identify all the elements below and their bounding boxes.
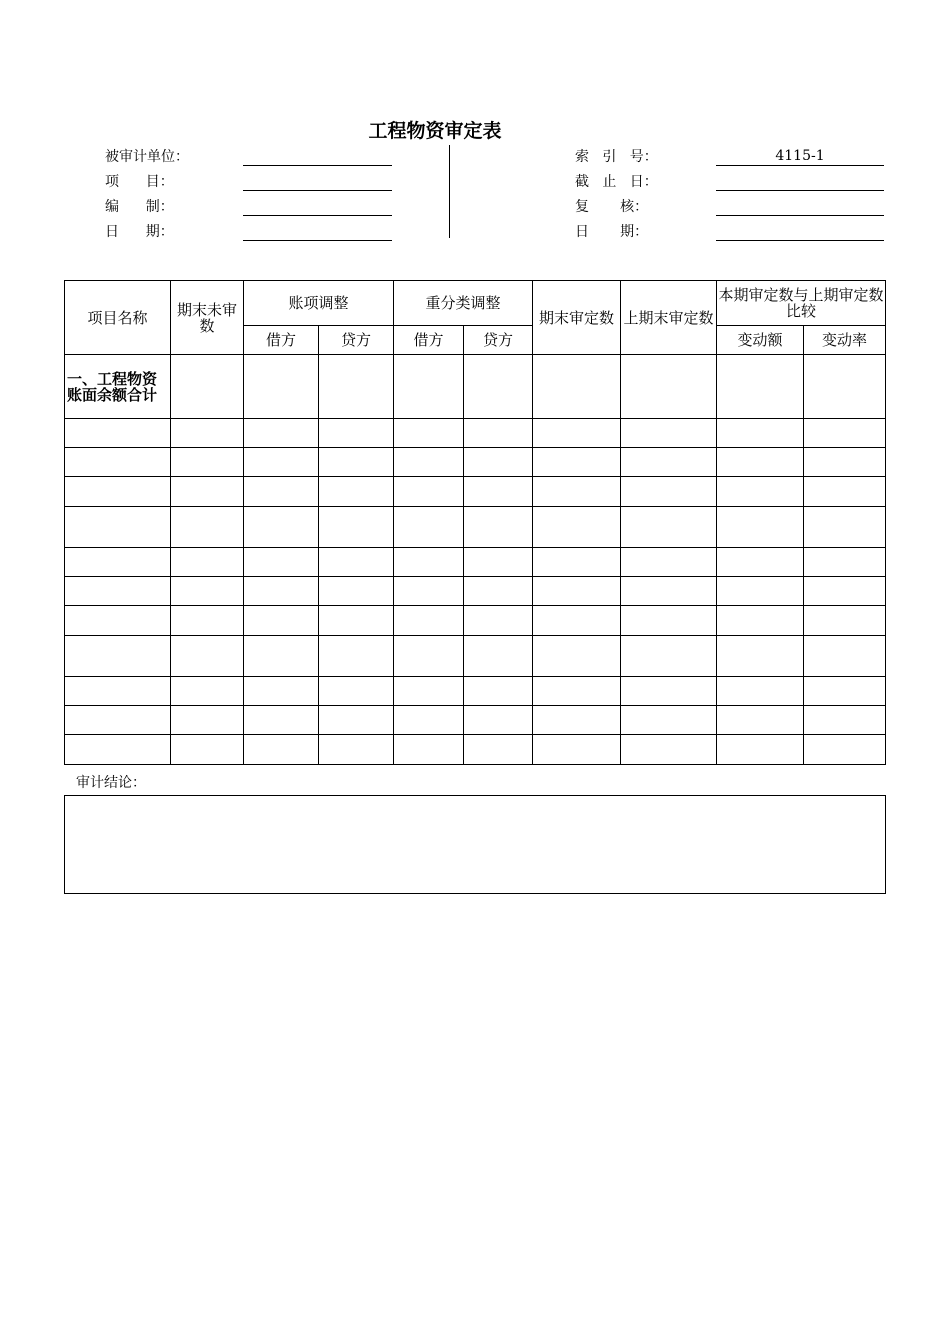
col-header-prev-audited: 上期末审定数 (621, 281, 717, 355)
table-cell[interactable] (171, 507, 244, 548)
table-cell[interactable] (464, 448, 533, 477)
table-cell[interactable] (717, 677, 804, 706)
table-cell[interactable] (533, 677, 621, 706)
table-cell[interactable] (65, 677, 171, 706)
table-cell[interactable] (65, 735, 171, 765)
table-cell[interactable] (621, 606, 717, 636)
table-cell[interactable] (464, 548, 533, 577)
audited-unit-field[interactable] (243, 147, 392, 166)
table-row (65, 355, 886, 419)
table-cell[interactable] (464, 577, 533, 606)
table-row (65, 677, 886, 706)
table-cell[interactable] (394, 548, 464, 577)
sub-header-debit: 借方 (394, 326, 464, 355)
table-cell[interactable] (65, 577, 171, 606)
table-row (65, 735, 886, 765)
table-cell[interactable] (717, 419, 804, 448)
table-cell[interactable] (533, 448, 621, 477)
table-cell[interactable] (244, 507, 319, 548)
table-cell[interactable] (171, 706, 244, 735)
table-cell[interactable] (533, 507, 621, 548)
table-cell[interactable] (621, 355, 717, 419)
table-cell[interactable] (464, 606, 533, 636)
table-cell[interactable] (804, 706, 886, 735)
table-cell[interactable] (717, 606, 804, 636)
table-cell[interactable] (804, 577, 886, 606)
table-cell[interactable] (804, 735, 886, 765)
table-cell[interactable] (319, 507, 394, 548)
table-cell[interactable] (171, 735, 244, 765)
table-cell[interactable] (65, 548, 171, 577)
table-cell[interactable] (717, 577, 804, 606)
table-cell[interactable] (804, 606, 886, 636)
table-row (65, 448, 886, 477)
table-cell[interactable] (464, 355, 533, 419)
table-cell[interactable] (65, 606, 171, 636)
index-number-field[interactable]: 4115-1 (716, 147, 884, 166)
table-cell[interactable] (621, 636, 717, 677)
sub-header-credit: 贷方 (319, 326, 394, 355)
table-cell[interactable] (804, 548, 886, 577)
table-cell[interactable] (171, 606, 244, 636)
table-row (65, 548, 886, 577)
table-cell[interactable] (244, 677, 319, 706)
table-cell[interactable] (533, 477, 621, 507)
table-cell[interactable] (533, 735, 621, 765)
table-cell[interactable] (533, 355, 621, 419)
table-cell[interactable] (804, 507, 886, 548)
table-cell[interactable] (244, 355, 319, 419)
col-header-unaudited: 期末未审数 (171, 281, 244, 355)
sub-header-change-rate: 变动率 (804, 326, 886, 355)
page-title: 工程物资审定表 (368, 120, 502, 142)
table-cell[interactable] (171, 548, 244, 577)
project-field[interactable] (243, 172, 392, 191)
table-row (65, 477, 886, 507)
col-header-item-name: 项目名称 (65, 281, 171, 355)
index-number-label: 索 引 号： (575, 149, 658, 165)
table-cell[interactable] (533, 706, 621, 735)
table-cell[interactable] (244, 548, 319, 577)
table-cell[interactable] (464, 636, 533, 677)
date-label-right: 日 期： (575, 224, 649, 240)
table-cell[interactable] (171, 636, 244, 677)
table-row (65, 577, 886, 606)
table-cell[interactable] (717, 477, 804, 507)
table-cell[interactable] (621, 477, 717, 507)
table-cell[interactable] (717, 448, 804, 477)
table-cell[interactable] (621, 677, 717, 706)
table-cell[interactable] (804, 477, 886, 507)
table-cell[interactable] (319, 735, 394, 765)
table-cell[interactable] (464, 706, 533, 735)
audit-table (64, 280, 886, 765)
table-cell[interactable] (621, 419, 717, 448)
table-cell[interactable] (65, 448, 171, 477)
table-cell[interactable] (244, 577, 319, 606)
table-cell[interactable] (394, 419, 464, 448)
table-cell[interactable] (171, 677, 244, 706)
table-cell[interactable] (65, 507, 171, 548)
table-cell[interactable] (533, 606, 621, 636)
table-cell[interactable] (319, 477, 394, 507)
reviewed-by-field[interactable] (716, 197, 884, 216)
table-cell[interactable] (171, 477, 244, 507)
table-cell[interactable] (319, 606, 394, 636)
col-header-comparison: 本期审定数与上期审定数比较 (717, 281, 886, 326)
date-label-left: 日 期： (105, 224, 174, 240)
row-label-total: 一、工程物资账面余额合计 (65, 355, 171, 419)
table-cell[interactable] (65, 419, 171, 448)
table-cell[interactable] (804, 419, 886, 448)
table-cell[interactable] (621, 735, 717, 765)
table-cell[interactable] (533, 636, 621, 677)
table-cell[interactable] (804, 677, 886, 706)
table-cell[interactable] (621, 706, 717, 735)
date-field-right[interactable] (716, 222, 884, 241)
table-cell[interactable] (621, 507, 717, 548)
table-cell[interactable] (171, 448, 244, 477)
table-cell[interactable] (394, 448, 464, 477)
table-cell[interactable] (244, 735, 319, 765)
table-row (65, 419, 886, 448)
table-cell[interactable] (621, 448, 717, 477)
table-row (65, 636, 886, 677)
table-cell[interactable] (464, 677, 533, 706)
table-cell[interactable] (621, 548, 717, 577)
table-cell[interactable] (244, 477, 319, 507)
table-cell[interactable] (394, 577, 464, 606)
table-cell[interactable] (464, 735, 533, 765)
table-cell[interactable] (394, 636, 464, 677)
table-cell[interactable] (717, 636, 804, 677)
table-cell[interactable] (394, 507, 464, 548)
table-cell[interactable] (244, 448, 319, 477)
audited-unit-label: 被审计单位： (105, 149, 189, 165)
conclusion-box[interactable] (64, 795, 886, 894)
table-cell[interactable] (244, 636, 319, 677)
table-cell[interactable] (244, 706, 319, 735)
table-cell[interactable] (464, 477, 533, 507)
table-cell[interactable] (171, 577, 244, 606)
table-cell[interactable] (804, 636, 886, 677)
table-row (65, 507, 886, 548)
table-cell[interactable] (717, 355, 804, 419)
table-cell[interactable] (394, 355, 464, 419)
table-cell[interactable] (804, 448, 886, 477)
table-cell[interactable] (717, 507, 804, 548)
table-cell[interactable] (394, 735, 464, 765)
table-cell[interactable] (533, 548, 621, 577)
sub-header-credit: 贷方 (464, 326, 533, 355)
table-cell[interactable] (621, 577, 717, 606)
prepared-by-field[interactable] (243, 197, 392, 216)
table-row (65, 706, 886, 735)
sub-header-change-amount: 变动额 (717, 326, 804, 355)
cutoff-date-field[interactable] (716, 172, 884, 191)
col-header-audited: 期末审定数 (533, 281, 621, 355)
table-cell[interactable] (319, 577, 394, 606)
table-cell[interactable] (319, 677, 394, 706)
project-label: 项 目： (105, 174, 174, 190)
col-header-reclass-adjustment: 重分类调整 (394, 281, 533, 326)
cutoff-date-label: 截 止 日： (575, 174, 658, 190)
table-cell[interactable] (319, 548, 394, 577)
table-row (65, 606, 886, 636)
header-divider (449, 145, 450, 238)
table-cell[interactable] (533, 419, 621, 448)
table-cell[interactable] (244, 606, 319, 636)
table-cell[interactable] (394, 706, 464, 735)
date-field-left[interactable] (243, 222, 392, 241)
table-cell[interactable] (319, 706, 394, 735)
table-cell[interactable] (319, 419, 394, 448)
table-cell[interactable] (394, 606, 464, 636)
table-cell[interactable] (717, 706, 804, 735)
table-cell[interactable] (244, 419, 319, 448)
table-cell[interactable] (464, 507, 533, 548)
reviewed-by-label: 复 核： (575, 199, 649, 215)
table-cell[interactable] (717, 548, 804, 577)
table-cell[interactable] (717, 735, 804, 765)
empty-rows (65, 419, 886, 765)
table-cell[interactable] (319, 448, 394, 477)
table-cell[interactable] (171, 419, 244, 448)
table-cell[interactable] (319, 355, 394, 419)
conclusion-label: 审计结论： (76, 775, 146, 791)
table-cell[interactable] (804, 355, 886, 419)
table-cell[interactable] (394, 677, 464, 706)
table-cell[interactable] (65, 477, 171, 507)
col-header-account-adjustment: 账项调整 (244, 281, 394, 326)
table-cell[interactable] (394, 477, 464, 507)
table-cell[interactable] (65, 636, 171, 677)
table-cell[interactable] (319, 636, 394, 677)
table-cell[interactable] (464, 419, 533, 448)
sub-header-debit: 借方 (244, 326, 319, 355)
table-cell[interactable] (65, 706, 171, 735)
table-cell[interactable] (533, 577, 621, 606)
table-cell[interactable] (171, 355, 244, 419)
prepared-by-label: 编 制： (105, 199, 174, 215)
